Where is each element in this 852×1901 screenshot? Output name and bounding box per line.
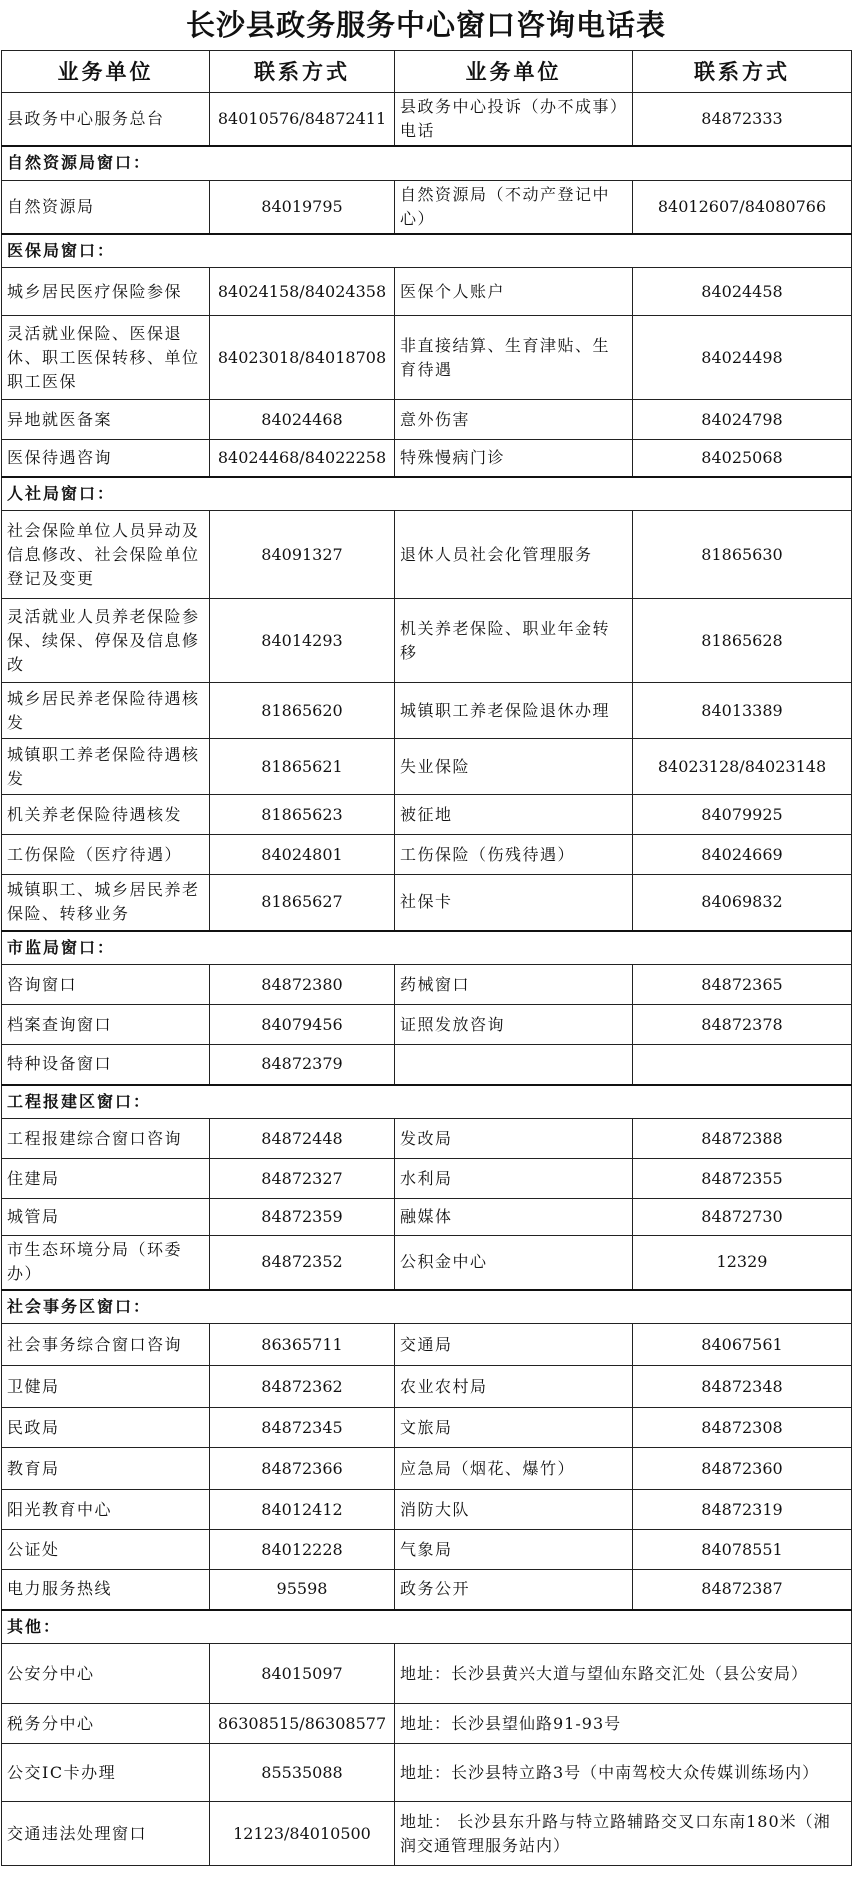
unit-name: 社会保险单位人员异动及信息修改、社会保险单位登记及变更 (2, 511, 210, 599)
table-row (2, 1408, 852, 1448)
table-row (2, 93, 852, 147)
unit-name: 被征地 (395, 795, 633, 835)
phone-number: 84091327 (210, 511, 395, 599)
unit-name: 县政务中心服务总台 (2, 93, 210, 147)
table-header-row (2, 51, 852, 93)
phone-number: 84024468/84022258 (210, 440, 395, 477)
unit-name: 失业保险 (395, 739, 633, 795)
phone-number: 84872388 (633, 1119, 852, 1159)
phone-number: 84023128/84023148 (633, 739, 852, 795)
unit-name: 住建局 (2, 1159, 210, 1199)
unit-name: 水利局 (395, 1159, 633, 1199)
address: 地址：长沙县望仙路91-93号 (395, 1704, 852, 1744)
unit-name: 交通局 (395, 1324, 633, 1366)
phone-number: 84024798 (633, 400, 852, 440)
table-row (2, 1324, 852, 1366)
unit-name: 机关养老保险、职业年金转移 (395, 599, 633, 683)
table-row (2, 400, 852, 440)
table-row (2, 1570, 852, 1610)
unit-name: 灵活就业人员养老保险参保、续保、停保及信息修改 (2, 599, 210, 683)
table-row (2, 1045, 852, 1085)
unit-name: 非直接结算、生育津贴、生育待遇 (395, 316, 633, 400)
section-title: 社会事务区窗口： (2, 1290, 852, 1324)
phone-number: 81865627 (210, 875, 395, 931)
unit-name: 城乡居民养老保险待遇核发 (2, 683, 210, 739)
unit-name: 退休人员社会化管理服务 (395, 511, 633, 599)
phone-table (1, 50, 852, 1866)
section-title: 市监局窗口： (2, 931, 852, 965)
header-unit: 业务单位 (395, 51, 633, 93)
table-body (2, 93, 852, 1866)
phone-number: 84872378 (633, 1005, 852, 1045)
section-header-row (2, 146, 852, 180)
phone-number: 84067561 (633, 1324, 852, 1366)
phone-number: 84025068 (633, 440, 852, 477)
unit-name: 意外伤害 (395, 400, 633, 440)
unit-name: 药械窗口 (395, 965, 633, 1005)
phone-number: 12123/84010500 (210, 1802, 395, 1866)
phone-number: 85535088 (210, 1744, 395, 1802)
unit-name: 社保卡 (395, 875, 633, 931)
address: 地址：长沙县特立路3号（中南驾校大众传媒训练场内） (395, 1744, 852, 1802)
phone-number: 84078551 (633, 1530, 852, 1570)
phone-number: 84069832 (633, 875, 852, 931)
phone-number: 84012412 (210, 1490, 395, 1530)
unit-name: 特殊慢病门诊 (395, 440, 633, 477)
phone-number: 84019795 (210, 180, 395, 234)
unit-name: 城镇职工、城乡居民养老保险、转移业务 (2, 875, 210, 931)
unit-name: 工程报建综合窗口咨询 (2, 1119, 210, 1159)
table-row (2, 795, 852, 835)
table-row (2, 739, 852, 795)
phone-number: 84872327 (210, 1159, 395, 1199)
section-header-row (2, 1610, 852, 1644)
phone-number: 84872333 (633, 93, 852, 147)
section-header-row (2, 477, 852, 511)
unit-name: 气象局 (395, 1530, 633, 1570)
table-row (2, 316, 852, 400)
unit-name: 证照发放咨询 (395, 1005, 633, 1045)
unit-name: 教育局 (2, 1448, 210, 1490)
unit-name: 公安分中心 (2, 1644, 210, 1704)
table-row (2, 511, 852, 599)
unit-name: 卫健局 (2, 1366, 210, 1408)
phone-number: 81865620 (210, 683, 395, 739)
table-row (2, 268, 852, 316)
unit-name: 市生态环境分局（环委办） (2, 1236, 210, 1290)
phone-number: 84872308 (633, 1408, 852, 1448)
unit-name: 工伤保险（医疗待遇） (2, 835, 210, 875)
phone-number: 84024458 (633, 268, 852, 316)
table-row (2, 683, 852, 739)
phone-number: 84872345 (210, 1408, 395, 1448)
phone-number: 84024498 (633, 316, 852, 400)
phone-number: 84872355 (633, 1159, 852, 1199)
unit-name: 灵活就业保险、医保退休、职工医保转移、单位职工医保 (2, 316, 210, 400)
unit-name (395, 1045, 633, 1085)
phone-number: 84872360 (633, 1448, 852, 1490)
address: 地址：长沙县黄兴大道与望仙东路交汇处（县公安局） (395, 1644, 852, 1704)
unit-name: 咨询窗口 (2, 965, 210, 1005)
phone-number: 84024801 (210, 835, 395, 875)
header-contact: 联系方式 (633, 51, 852, 93)
section-header-row (2, 1290, 852, 1324)
page-title: 长沙县政务服务中心窗口咨询电话表 (185, 8, 666, 42)
table-row (2, 1744, 852, 1802)
table-row (2, 180, 852, 234)
unit-name: 自然资源局（不动产登记中心） (395, 180, 633, 234)
unit-name: 特种设备窗口 (2, 1045, 210, 1085)
unit-name: 档案查询窗口 (2, 1005, 210, 1045)
section-title: 工程报建区窗口： (2, 1085, 852, 1119)
section-title: 人社局窗口： (2, 477, 852, 511)
unit-name: 文旅局 (395, 1408, 633, 1448)
section-header-row (2, 1085, 852, 1119)
unit-name: 公交IC卡办理 (2, 1744, 210, 1802)
header-unit: 业务单位 (2, 51, 210, 93)
table-row (2, 1119, 852, 1159)
phone-number: 86308515/86308577 (210, 1704, 395, 1744)
unit-name: 机关养老保险待遇核发 (2, 795, 210, 835)
address: 地址： 长沙县东升路与特立路辅路交叉口东南180米（湘润交通管理服务站内） (395, 1802, 852, 1866)
unit-name: 城镇职工养老保险退休办理 (395, 683, 633, 739)
table-row (2, 1448, 852, 1490)
table-row (2, 1005, 852, 1045)
unit-name: 自然资源局 (2, 180, 210, 234)
table-row (2, 835, 852, 875)
table-row (2, 1802, 852, 1866)
phone-number: 84010576/84872411 (210, 93, 395, 147)
phone-number: 84872380 (210, 965, 395, 1005)
table-row (2, 599, 852, 683)
table-row (2, 1530, 852, 1570)
table-row (2, 1159, 852, 1199)
phone-number: 84024158/84024358 (210, 268, 395, 316)
unit-name: 公积金中心 (395, 1236, 633, 1290)
table-row (2, 1704, 852, 1744)
phone-number: 84079456 (210, 1005, 395, 1045)
table-row (2, 1366, 852, 1408)
table-row (2, 965, 852, 1005)
table-row (2, 1199, 852, 1236)
phone-number: 84013389 (633, 683, 852, 739)
phone-number: 84872387 (633, 1570, 852, 1610)
section-title: 其他： (2, 1610, 852, 1644)
phone-number: 84872730 (633, 1199, 852, 1236)
phone-number: 84872365 (633, 965, 852, 1005)
unit-name: 医保个人账户 (395, 268, 633, 316)
unit-name: 城管局 (2, 1199, 210, 1236)
unit-name: 公证处 (2, 1530, 210, 1570)
unit-name: 发改局 (395, 1119, 633, 1159)
table-row (2, 875, 852, 931)
phone-number: 84015097 (210, 1644, 395, 1704)
unit-name: 农业农村局 (395, 1366, 633, 1408)
phone-number: 84012228 (210, 1530, 395, 1570)
phone-number: 84012607/84080766 (633, 180, 852, 234)
table-row (2, 1644, 852, 1704)
unit-name: 政务公开 (395, 1570, 633, 1610)
phone-number: 12329 (633, 1236, 852, 1290)
unit-name: 城乡居民医疗保险参保 (2, 268, 210, 316)
phone-number: 84872362 (210, 1366, 395, 1408)
phone-number: 84872366 (210, 1448, 395, 1490)
phone-number: 81865630 (633, 511, 852, 599)
section-header-row (2, 234, 852, 268)
phone-number: 84872379 (210, 1045, 395, 1085)
section-title: 医保局窗口： (2, 234, 852, 268)
phone-number: 84872348 (633, 1366, 852, 1408)
phone-number: 84872319 (633, 1490, 852, 1530)
unit-name: 民政局 (2, 1408, 210, 1448)
unit-name: 税务分中心 (2, 1704, 210, 1744)
phone-number: 84024468 (210, 400, 395, 440)
phone-number: 84872359 (210, 1199, 395, 1236)
phone-number: 81865621 (210, 739, 395, 795)
unit-name: 工伤保险（伤残待遇） (395, 835, 633, 875)
header-contact: 联系方式 (210, 51, 395, 93)
unit-name: 城镇职工养老保险待遇核发 (2, 739, 210, 795)
table-row (2, 440, 852, 477)
unit-name: 阳光教育中心 (2, 1490, 210, 1530)
phone-number: 86365711 (210, 1324, 395, 1366)
unit-name: 电力服务热线 (2, 1570, 210, 1610)
unit-name: 社会事务综合窗口咨询 (2, 1324, 210, 1366)
table-row (2, 1490, 852, 1530)
phone-number: 84023018/84018708 (210, 316, 395, 400)
unit-name: 消防大队 (395, 1490, 633, 1530)
section-header-row (2, 931, 852, 965)
phone-number: 84024669 (633, 835, 852, 875)
phone-number: 84014293 (210, 599, 395, 683)
unit-name: 县政务中心投诉（办不成事）电话 (395, 93, 633, 147)
unit-name: 异地就医备案 (2, 400, 210, 440)
unit-name: 应急局（烟花、爆竹） (395, 1448, 633, 1490)
phone-number: 81865623 (210, 795, 395, 835)
unit-name: 融媒体 (395, 1199, 633, 1236)
unit-name: 交通违法处理窗口 (2, 1802, 210, 1866)
unit-name: 医保待遇咨询 (2, 440, 210, 477)
phone-number (633, 1045, 852, 1085)
phone-number: 84872448 (210, 1119, 395, 1159)
table-row (2, 1236, 852, 1290)
phone-number: 84079925 (633, 795, 852, 835)
phone-number: 81865628 (633, 599, 852, 683)
section-title: 自然资源局窗口： (2, 146, 852, 180)
phone-number: 95598 (210, 1570, 395, 1610)
phone-number: 84872352 (210, 1236, 395, 1290)
